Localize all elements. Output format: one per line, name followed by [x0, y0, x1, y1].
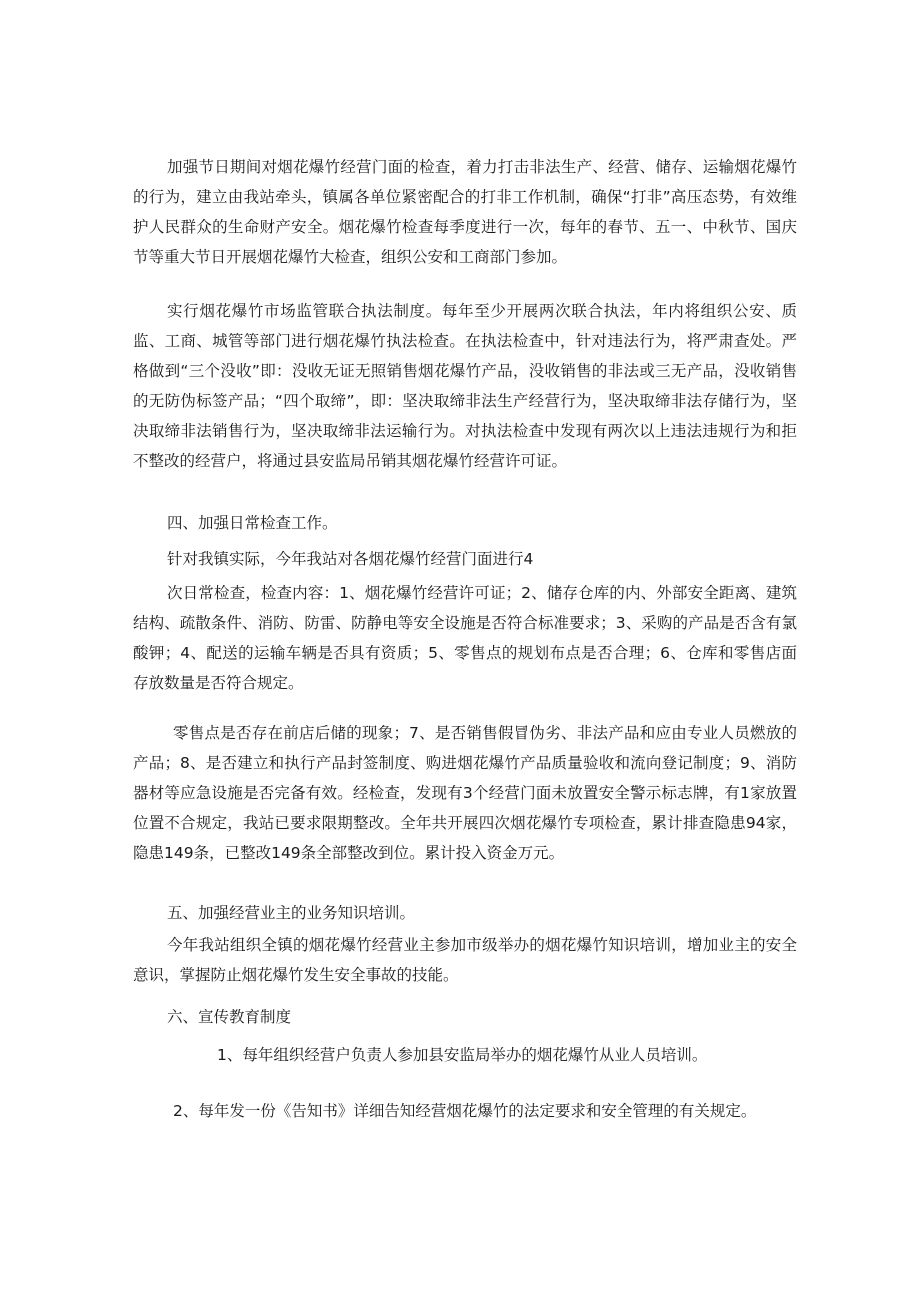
list-item-notice-2: 2、每年发一份《告知书》详细告知经营烟花爆竹的法定要求和安全管理的有关规定。	[173, 1102, 757, 1120]
paragraph-training: 今年我站组织全镇的烟花爆竹经营业主参加市级举办的烟花爆竹知识培训，增加业主的安全意识，掌握防止烟花爆竹发生安全事故的技能。	[133, 936, 797, 984]
section-heading-daily-inspection: 四、加强日常检查工作。	[167, 514, 338, 532]
section-heading-education: 六、宣传教育制度	[167, 1008, 292, 1026]
list-item-training-1: 1、每年组织经营户负责人参加县安监局举办的烟花爆竹从业人员培训。	[217, 1046, 708, 1064]
paragraph-joint-enforcement: 实行烟花爆竹市场监管联合执法制度。每年至少开展两次联合执法，年内将组织公安、质监、工商、城管等部门进行烟花爆竹执法检查。在执法检查中，针对违法行为，将严肃查处。严格做到“三个没收”即：没收无证无照销售烟花爆竹产品，没收销售的非法或三无产品，没收销售的无防伪标签产品；“四个取缔”，即：坚决取缔非法生产经营行为，坚决取缔非法存储行为，坚决取缔非法销售行为，坚决取缔非法运输行为。对执法检查中发现有两次以上违法违规行为和拒不整改的经营户，将通过县安监局吊销其烟花爆竹经营许可证。	[133, 302, 797, 470]
section-heading-training: 五、加强经营业主的业务知识培训。	[167, 904, 416, 922]
paragraph-daily-inspection-intro: 针对我镇实际，今年我站对各烟花爆竹经营门面进行4	[167, 550, 534, 568]
paragraph-inspection-items: 次日常检查，检查内容：1、烟花爆竹经营许可证；2、储存仓库的内、外部安全距离、建筑结构、疏散条件、消防、防雷、防静电等安全设施是否符合标准要求；3、采购的产品是否含有氯酸钾；4、配送的运输车辆是否具有资质；5、零售点的规划布点是否合理；6、仓库和零售店面存放数量是否符合规定。	[133, 584, 797, 692]
paragraph-inspection-results: 零售点是否存在前店后储的现象；7、是否销售假冒伪劣、非法产品和应由专业人员燃放的产品；8、是否建立和执行产品封签制度、购进烟花爆竹产品质量验收和流向登记制度；9、消防器材等应急设施是否完备有效。经检查，发现有3个经营门面未放置安全警示标志牌，有1家放置位置不合规定，我站已要求限期整改。全年共开展四次烟花爆竹专项检查，累计排查隐患94家，隐患149条，已整改149条全部整改到位。累计投入资金万元。	[133, 724, 797, 862]
paragraph-festival-inspection: 加强节日期间对烟花爆竹经营门面的检查，着力打击非法生产、经营、储存、运输烟花爆竹的行为，建立由我站牵头，镇属各单位紧密配合的打非工作机制，确保“打非”高压态势，有效维护人民群众的生命财产安全。烟花爆竹检查每季度进行一次，每年的春节、五一、中秋节、国庆节等重大节日开展烟花爆竹大检查，组织公安和工商部门参加。	[133, 158, 797, 266]
